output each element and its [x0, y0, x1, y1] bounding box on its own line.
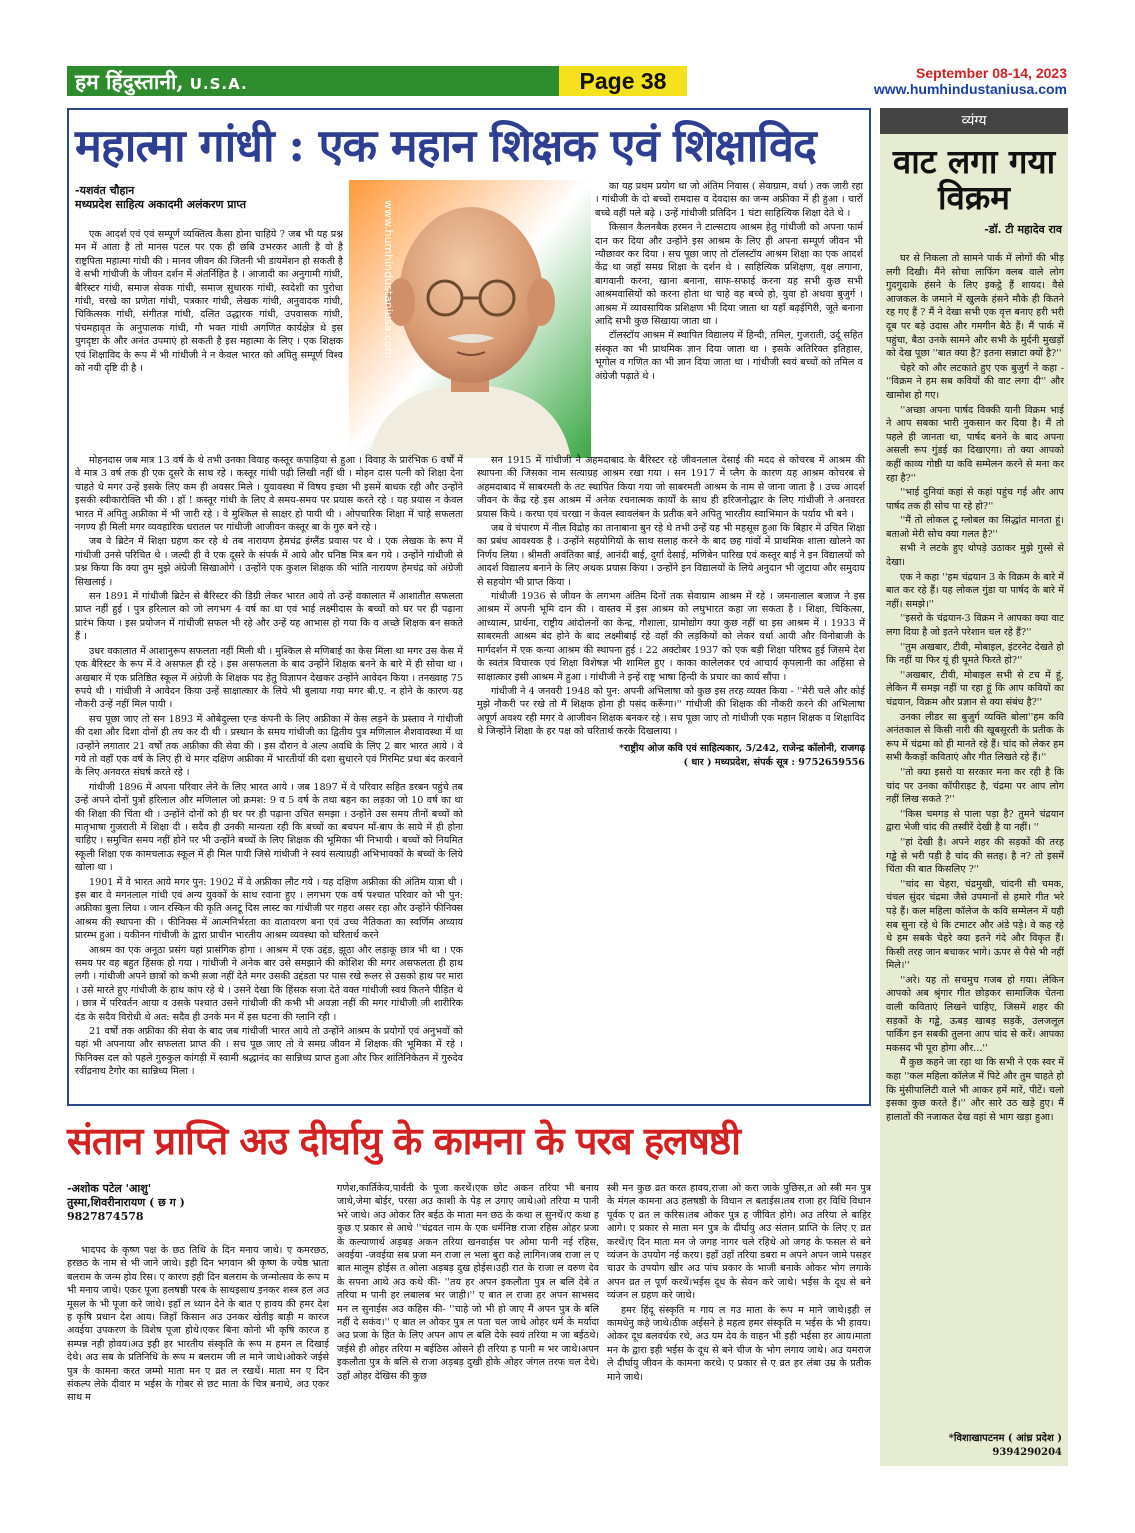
article-footer-contact: ( धार ) मध्यप्रदेश, संपर्क सूत्र : 9752659556	[683, 756, 865, 768]
paragraph: भादपद के कृष्ण पक्ष के छठ तिथि के दिन मनाय जाथे। ए कमरछठ, हरछठ के नाम से भी जाने जाथे। इही दिन भगवान श्री कृष्ण के ज्येष्ठ भ्राता बलराम के जन्म होय रिस। ए कारण इही दिन बलराम के जन्मोत्सव के रूप म भी मनाय जाथे। एकर पूजा हलषष्ठी परब के साथइसाथ इनकर शस्त्र हल अउ मूसल के भी पूजा करे जाथे। इहाँ ल ध्यान देने के बात ए हावय की हमर देश ह कृषि प्रधान देश आय। जिहाँ किसान अउ उनकर खेतीइ बाड़ी म कारज अवईया उपकरण के विशेष पूजा होथे।एकर बिना कोनो भी कृषि कारज ह सम्पन्न नही होवय।अउ इही हर भारतीय संस्कृति के रूप म हमन ल दिखाई देथे। अउ सब के प्रतिनिधि के रूप म बलराम जी ल माने जाथे।ओकरे जईसे पुत्र के कामना करत जम्मो माता मन ए व्रत ल रखथें। माता मन ए दिन संकल्प लेके दीवार म भईस के गोबर से छट माता के चित्र बनाथे, अउ एकर साथ म	[67, 1245, 329, 1404]
issue-date: September 08-14, 2023	[916, 65, 1067, 81]
paragraph: उनका लीडर सा बुजुर्ग व्यक्ति बोला''हम कवि अनंतकाल से किसी नारी की खूबसूरती के प्रतीक के रूप में चंद्रमा को ही मानते रहे हैं। चांद को लेकर हम सभी कैकड़ों कविताएं और गीत लिखते रहे हैं।''	[886, 711, 1064, 764]
page-number: Page 38	[559, 66, 687, 96]
website-link[interactable]: www.humhindustaniusa.com	[873, 81, 1067, 97]
article-column-2	[595, 180, 863, 450]
paragraph: मैं कुछ कहने जा रहा था कि सभी ने एक स्वर में कहा ''कल महिला कॉलेज में पिटे और तुम चाहते हो कि मुंसीपालिटी वाले भी आकर हमें मारें, पीटें। चलो इसका कुछ करते हैं।'' और सारे उठ खड़े हुए। मैं हालातों की नजाकत देख वहां से भाग खड़ा हुआ।	[886, 1057, 1064, 1123]
gandhi-portrait-image	[349, 180, 591, 458]
article-headline: महात्मा गांधी : एक महान शिक्षक एवं शिक्षाविद	[75, 119, 816, 172]
paragraph: गणेश,कार्तिकेय,पार्वती के पूजा करथें।एक छोट अकन तरिया भी बनाय जाथे,जेमा बोईर, परसा अउ काशी के पेड़ ल उगाए जाथे।ओ तरिया म पानी भरे जाथे। अउ ओकर तिर बईठ के माता मन छठ के कथा ल सुनथें।ए कथा ह कुछ ए प्रकार से आथे ''चंद्रवत नाम के एक धर्मनिष्ठ राजा रहिस ओहर प्रजा के कल्याणार्थ अड़बड़ अकन तरिया खनवाईस पर ओमा पानी नई रहिस, अवईया -जवईया सब प्रजा मन राजा ल भला बुरा कहे लागिन।जब राजा ल ए बात मालूम होईस त ओला अड़बड़ दुख होईस।उही रात के राजा ल वरुण देव के सपना आथे अउ कथे की- ''तय हर अपन इकलौता पुत्र ल बलि देबे त तरिया म पानी हर लबालब भर जाही।'' ए बात ल राजा हर अपन साभसद मन ल सुनाईस अउ कहिस की- ''चाहे जो भी हो जाए मैं अपन पुत्र के बलि नहीं दे सकंव।'' ए बात ल ओकर पुत्र ल पता चल जाथे ओहर धर्म के मर्यादा अउ प्रजा के हित के लिए अपन आप ल बलि देके स्वयं तरिया म जा बईठथे। जईसे ही ओहर तरिया म बईठिस ओसने ही तरिया ह पानी म भर जाथे।अपन इकलौता पुत्र के बलि से राजा अड़बड़ दुखी होके ओहर जंगल तरफ चल देथे। उहाँ ओहर देखिस की कुछ	[337, 1183, 599, 1382]
paragraph: टॉलस्टॉय आश्रम में स्थापित विद्यालय में हिन्दी, तमिल, गुजराती, उर्दू सहित संस्कृत का भी प्राथमिक ज्ञान दिया जाता था । इसके अतिरिक्त इतिहास, भूगोल व गणित का भी ज्ञान दिया जाता था । गांधीजी स्वयं बच्चों को तमिल व अंग्रेजी पढ़ाते थे ।	[595, 330, 863, 382]
satire-column	[880, 108, 1068, 1466]
brand-suffix: U.S.A.	[189, 75, 248, 93]
satire-footer	[949, 1432, 1062, 1460]
author-note: मध्यप्रदेश साहित्य अकादमी अलंकरण प्राप्त	[75, 198, 247, 211]
author-place: तुस्मा,शिवरीनारायण ( छ ग )	[67, 1196, 185, 1209]
brand-hindi: हम हिंदुस्तानी,	[75, 69, 184, 94]
section-tag: व्यंग्य	[880, 108, 1068, 134]
satire-body	[886, 252, 1064, 1432]
paragraph: स्त्री मन कुछ व्रत करत हावय,राजा ओ करा जाके पुछिस,त ओ स्त्री मन पुत्र के मंगल कामना अउ हलषष्ठी के विधान ल बताईस।तब राजा हर विधि विधान पूर्वक ए व्रत ल करिस।तब ओकर पुत्र ह जीवित होगे। अउ तरिया ले बाहिर आगे। ए प्रकार से माता मन पुत्र के दीर्घायु अउ संतान प्राप्ति के लिए ए व्रत करथें।ए दिन माता मन जे जगह नागर चले रहिथे ओ जगह के फसल से बने व्यंजन के उपयोग नई करय। इहाँ उहाँ तरिया डबरा म अपने अपन जामे पसहर चाउर के उपयोग खीर अउ पांच प्रकार के भाजी बनाके ओकर भोग लगाके अपन व्रत ल पूर्ण करथें।भईस दूध के सेवन करे जाथे। भईस के दूध से बने व्यंजन ल ग्रहण करे जाथे।	[607, 1183, 871, 1302]
paragraph: ''हां देखी है। अपने शहर की सड़कों की तरह गड्ढे से भरी पड़ी है चांद की सतह। है न? तो इसमें चिंता की बात किसलिए ?''	[886, 836, 1064, 876]
masthead	[67, 66, 687, 96]
paragraph: ''तो क्या इसरो या सरकार मना कर रही है कि चांद पर उनका कॉपीराइट है, चंद्रमा पर आप लोग नहीं लिख सकते ?''	[886, 766, 1064, 806]
paragraph: उधर वकालात में आशानुरूप सफलता नहीं मिली थी । मुश्किल से मणिबाई का केस मिला था मगर उस केस में एक बैरिस्टर के रूप में वे असफल ही रहे । इस असफलता के बाद उन्होंने शिक्षक बनने के बारे में ही सोचा था ।अखबार में एक प्रतिष्ठित स्कूल में अंग्रेजी के शिक्षक पद हेतु विज्ञापन देखकर उन्होंने आवेदन किया । तनख्वाह 75 रुपये थी । गांधीजी ने आवेदन किया उन्हें साक्षात्कार के लिये भी बुलाया गया मगर बी.ए. न होने के कारण यह नौकरी उन्हें नहीं मिल पायी ।	[75, 645, 463, 711]
paragraph: हमर हिंदू संस्कृति म गाय ल गउ माता के रूप म माने जाथे।इही ल कामधेनु कहे जाथे।ठीक अईसने हे महत्व हमर संस्कृति म भईस के भी हावय।ओकर दूध बलवर्धक रथे, अउ यम देव के वाहन भी इही भईसा हर आय।माता मन के द्वारा इही भईस के दूध से बने चीज के भोग लगाय जाथे। अउ यमराज ले दीर्घायु जीवन के कामना करथे। ए प्रकार से ए व्रत हर लंबा उम्र के प्रतीक माने जाथे।	[607, 1304, 871, 1383]
paragraph: ''अच्छा अपना पार्षद विक्की यानी विक्रम भाई ने आप सबका भारी नुकसान कर दिया है। मैं तो पहले ही जानता था, पार्षद बनने के बाद अपना असली रूप गुंडई का दिखाएगा। तो क्या आपको कहीं काव्य गोष्ठी या कवि सम्मेलन करने से मना कर रहा है?''	[886, 404, 1064, 484]
paragraph: ''मैं तो लोकल टू ग्लोबल का सिद्धांत मानता हूं। बताओ मेरी सोच क्या गलत है?''	[886, 515, 1064, 540]
paragraph: सन 1915 में गांधीजी ने अहमदाबाद के बैरिस्टर रहे जीवनलाल देसाई की मदद से कोचरब में आश्रम की स्थापना की जिसका नाम सत्याग्रह आश्रम रखा गया । सन 1917 में प्लैग के कारण यह आश्रम कोचरब से अहमदाबाद में साबरमती के तट स्थापित किया गया जो साबरमती आश्रम के नाम से जाना जाता है । उच्च आदर्श जीवन के केंद्र रहे इस आश्रम में अनेक रचनात्मक कार्यों के साथ ही हरिजनोद्धार के लिए गांधीजी ने अनवरत प्रयास किये । करघा एवं चरखा न केवल स्वावलंबन के प्रतीक बने अपितु भारतीय स्वाभिमान के पर्याय भी बने ।	[477, 455, 865, 520]
author-name: -यशवंत चौहान	[75, 184, 135, 197]
paragraph: ''भाई दुनियां कहां से कहां पहुंच गई और आप पार्षद तक ही सोच पा रहे हो?''	[886, 487, 1064, 512]
paragraph: किसान कैलनबैक हरमन ने टाल्सटाय आश्रम हेतु गांधीजी को अपना फार्म दान कर दिया और उन्होंने इस आश्रम के लिए ही अपना सम्पूर्ण जीवन भी न्यौछावर कर दिया । सच पूछा जाए तो टॉलस्टॉय आश्रम शिक्षा का एक आदर्श केंद्र था जहाँ समग्र शिक्षा के दर्शन थे । साहित्यिक प्रशिक्षण, वृक्ष लगाना, बागवानी करना, खाना बनाना, साफ-सफाई करना यह सभी कुछ सभी आश्रमवासियों को करना होता था चाहे वह बच्चे हो, युवा हो अथवा बुजुर्ग । आश्रम में व्यावसायिक प्रशिक्षण भी दिया जाता था यहाँ बढ़ईगिरी, जूते बनाना आदि सभी कुछ सिखाया जाता था ।	[595, 222, 863, 328]
satire-city: *विशाखापटनम ( आंध्र प्रदेश )	[948, 1433, 1062, 1444]
paragraph: 21 वर्षों तक अफ्रीका की सेवा के बाद जब गांधीजी भारत आये तो उन्होंने आश्रम के प्रयोगों एवं अनुभवों को यहां भी अपनाया और सफलता प्राप्त की । सच पूछ जाए तो वे समग्र जीवन में शिक्षक की भूमिका में रहे । फिनिक्स दल को पहले गुरुकुल कांगड़ी में स्वामी श्रद्धानंद का सान्निध्य प्राप्त हुआ और फिर शांतिनिकेतन में गुरुदेव रवींद्रनाथ टैगोर का सान्निध्य मिला ।	[75, 1026, 463, 1078]
article-byline	[75, 184, 246, 212]
paragraph: घर से निकला तो सामने पार्क में लोगों की भीड़ लगी दिखी। मैंने सोचा लाफिंग क्लब वाले लोग गुदगुदाके हंसने के लिए इकट्ठे हैं शायद। वैसे आजकल के जमाने में खुलके हंसने मौके ही कितने रह गए हैं ? मैं ने देखा सभी एक वृत्त बनाए हरी भरी दूब पर बड़े उदास और गमगीन बैठे हैं। मैं पार्क में पहुंचा, बैठा उनके सामने और सभी के मुर्दनी मुखड़ों को देख पूछा ''बात क्या है? इतना सन्नाटा क्यों है?''	[886, 253, 1064, 360]
satire-author: -डॉ. टी महादेव राव	[984, 223, 1062, 236]
halshashti-column-2	[337, 1182, 599, 1468]
paragraph: चेहरे को और लटकाते हुए एक बुजुर्ग ने कहा - ''विक्रम ने हम सब कवियों की वाट लगा दी'' और खामोश हो गए।	[886, 362, 1064, 401]
article-body	[75, 454, 865, 1104]
paragraph: 1901 में वे भारत आये मगर पुन: 1902 में वे अफ्रीका लौट गये । यह दक्षिण अफ्रीका की अंतिम यात्रा थी । इस बार वे मगनलाल गांधी एवं अन्य युवकों के साथ रवाना हुए । लगभग एक वर्ष पश्चात परिवार को भी पुन: अफ्रीका बुला लिया । जान रस्किन की कृति अनटू दिस लास्ट का गांधीजी पर गहरा असर रहा और उन्होंने फीनिक्स आश्रम की स्थापना की । फीनिक्स में आत्मनिर्भरता का वातावरण बना एवं उच्च नैतिकता का स्वर्णिम अध्याय प्रारम्भ हुआ । यकीनन गांधीजी के द्वारा प्राचीन भारतीय आश्रम व्यवस्था को चरितार्थ करने	[75, 876, 463, 942]
paragraph: ''अरे। यह तो सचमुच गजब हो गया। लेकिन आपको अब श्रृंगार गीत छोड़कर सामाजिक चेतना वाली कविताएं लिखने चाहिए, जिसमें शहर की सड़कों के गड्ढे, ऊबड़ खाबड़ सड़कें, उलजलूल पार्किंग इन सबकी तुलना आप चांद से करें। आपका मकसद भी पूरा होगा और...''	[886, 974, 1064, 1054]
paragraph: सन 1891 में गांधीजी ब्रिटेन से बैरिस्टर की डिग्री लेकर भारत आये तो उन्हें वकालात में आशातीत सफलता प्राप्त नहीं हुई । पुत्र हरिलाल को जो लगभग 4 वर्ष का था एवं भाई लक्ष्मीदास के बच्चों को घर पर ही पढ़ाना प्रारंभ किया । इस प्रयोजन में गांधीजी सफल भी रहे और उन्हें यह आभास हो गया कि व अच्छे शिक्षक बन सकते हैं ।	[75, 591, 463, 643]
paragraph: ''अखबार, टीवी, मोबाइल सभी से टच में हूं, लेकिन मैं समझ नहीं पा रहा हूं कि आप कवियों का चंद्रयान, विक्रम और प्रज्ञान से क्या संबंध है?''	[886, 669, 1064, 708]
article-footer: *राष्ट्रीय ओज कवि एवं साहित्यकार, 5/242, राजेन्द्र कॉलोनी, राजगढ़	[618, 742, 865, 754]
halshashti-byline	[67, 1182, 185, 1224]
paragraph: जब वे ब्रिटेन में शिक्षा ग्रहण कर रहे थे तब नारायण हेमचंद्र इंग्लैंड प्रवास पर थे । एक लेखक के रूप में गांधीजी उनसे परिचित थे । जल्दी ही वे एक दूसरे के संपर्क में आये और घनिष्ठ मित्र बन गये । उन्होंने गांधीजी से प्रश्न किया कि क्या तुम मुझे अंग्रेजी सिखाओगे । उन्होंने एक कुशल शिक्षक की भांति नारायण हेमचंद्र को अंग्रेजी सिखलाई ।	[75, 536, 463, 588]
paragraph: ''इसरो के चंद्रयान-3 विक्रम ने आपका क्या वाट लगा दिया है जो इतने परेशान चल रहे हैं?''	[886, 613, 1064, 639]
gandhi-article	[67, 108, 871, 1106]
image-watermark: www.humhindustaniusa.com	[382, 200, 395, 359]
paragraph: सच पूछा जाए तो सन 1893 में ओबेदुल्ला एन्ड कंपनी के लिए अफ्रीका में केस लड़ने के प्रस्ताव ने गांधीजी की दशा और दिशा दोनों ही तय कर दी थी । प्रस्थान के समय गांधीजी का द्वितीय पुत्र मणिलाल शैशवावस्था में था ।उन्होंने लगातार 21 वर्षों तक अफ्रीका की सेवा की । इस दौरान वे अल्प अवधि के लिए 2 बार भारत आये । वे गये तो वहाँ एक वर्ष के लिए ही थे मगर दक्षिण अफ्रीका में भारतीयों की दशा सुधारने एवं गिरमिट प्रथा बंद करवाने के लिए अनवरत संघर्ष करते रहे ।	[75, 713, 463, 779]
satire-phone: 9394290204	[992, 1447, 1062, 1458]
halshashti-headline: संतान प्राप्ति अउ दीर्घायु के कामना के परब हलषष्ठी	[67, 1118, 741, 1163]
paragraph: गांधीजी 1936 से जीवन के लगभग अंतिम दिनों तक सेवाग्राम आश्रम में रहे । जमनालाल बजाज ने इस आश्रम में अपनी भूमि दान की । वास्तव में इस आश्रम को लघुभारत कहा जा सकता है । शिक्षा, चिकित्सा, आध्यात्म, प्रार्थना, राष्ट्रीय आंदोलनों का केन्द्र, गौशाला, ग्रामोद्योग क्या कुछ नहीं था इस आश्रम में । 1933 में साबरमती आश्रम बंद होने के बाद लक्ष्मीबाई रहे वहाँ की लड़कियों को लेकर वर्धा आयी और विनोबाजी के मार्गदर्शन में एक कन्या आश्रम की स्थापना हुई । 22 अक्टोबर 1937 को एक बड़ी शिक्षा परिषद हुई जिसमे देश के स्वतंत्र विचारक एवं शिक्षा विशेषज्ञ भी शामिल हुए । काका कालेलकर एवं आचार्य कृपलानी का अहिंसा से साक्षात्कार इसी आश्रम में हुआ । गांधीजी ने इन्हें राष्ट्र भाषा हिन्दी के प्रचार का कार्य सौंपा ।	[477, 591, 865, 683]
paragraph: ''चांद सा चेहरा, चंद्रमुखी, चांदनी सी चमक, चंचल सुंदर चंद्रमा जैसे उपमानों से हमारे गीत भरे पड़े हैं। कल महिला कॉलेज के कवि सम्मेलन में यही सब सुना रहे थे कि टमाटर और अंडे पड़े। वे कह रहे थे हम सबके चेहरे क्या इतने गंदे और विकृत हैं। किसी तरह जान बचाकर भागे। ऊपर से पैसे भी नहीं मिले।''	[886, 878, 1064, 972]
satire-headline: वाट लगा गया विक्रम	[892, 142, 1056, 217]
paragraph: का यह प्रथम प्रयोग था जो अंतिम निवास ( सेवाग्राम, वर्धा ) तक जारी रहा । गांधीजी के दो बच्चों रामदास व देवदास का जन्म अफ्रीका में ही हुआ । चारों बच्चे वहीं पले बढ़े । उन्हें गांधीजी प्रतिदिन 1 घंटा साहित्यिक शिक्षा देते थे ।	[595, 181, 863, 219]
halshashti-column-1	[67, 1244, 329, 1468]
brand-name	[75, 68, 248, 96]
author-phone: 9827874578	[67, 1210, 144, 1223]
paragraph: आश्रम का एक अनूठा प्रसंग यहां प्रासंगिक होगा । आश्रम में एक उद्दंड, झूठा और लड़ाकू छात्र भी था । एक समय पर वह बहुत हिंसक हो गया । गांधीजी ने अनेक बार उसे समझाने की कोशिश की मगर असफलता ही हाथ लगी । गांधीजी अपने छात्रों को कभी सजा नहीं देते मगर उसकी उद्दंडता पर पास रखे रूलर से उसको हाथ पर मारा । उसे मारते हुए गांधीजी के हाथ कांप रहे थे । उसने देखा कि हिंसक सजा देते वक्त गांधीजी स्वयं कितने पीड़ित थे । छात्र में परिवर्तन आया व उसके पश्चात उसने गांधीजी की कभी भी अवज्ञा नहीं की मगर गांधीजी जी शारीरिक दंड के सदैव विरोधी थे अत: सदैव ही उनके मन में इस घटना की ग्लानि रही ।	[75, 944, 463, 1023]
paragraph: गांधीजी ने 4 जनवरी 1948 को पुन: अपनी अभिलाषा को कुछ इस तरह व्यक्त किया - ''मेरी चले और कोई मुझे नौकरी पर रखे तो मैं शिक्षक होना ही पसंद करूँगा।'' गांधीजी की शिक्षक की नौकरी करने की अभिलाषा अपूर्ण अवश्य रही मगर वे आजीवन शिक्षक बनकर रहे । सच पूछा जाए तो गांधीजी एक महान शिक्षक व शिक्षाविद थे जिन्होंने शिक्षा के हर पक्ष को चरितार्थ करके दिखलाया ।	[477, 685, 865, 738]
paragraph: जब वे चंपारण में नील विद्रोह का तानाबाना बुन रहे थे तभी उन्हें यह भी महसूस हुआ कि बिहार में उचित शिक्षा का प्रबंध आवश्यक है । उन्होंने सहयोगियों के साथ सलाह करने के बाद छह गांवों में प्राथमिक शाला खोलने का निर्णय लिया । श्रीमती अवंतिका बाई, आनंदी बाई, दुर्गा देसाई, मणिबेन पारिख एवं कस्तूर बाई ने इन विद्यालयों को आदर्श विद्यालय बनाने के लिए अथक प्रयास किया । उन्होंने इन विद्यालयों के लिये अनुदान भी जुटाया और समुदाय से सहयोग भी प्राप्त किया ।	[477, 523, 865, 588]
paragraph: सभी ने लटके हुए थोपड़े उठाकर मुझे गुस्से से देखा।	[886, 543, 1064, 569]
halshashti-column-3	[607, 1182, 871, 1468]
article-column-1	[75, 228, 343, 450]
paragraph: एक ने कहा ''हम चंद्रयान 3 के विक्रम के बारे में बात कर रहे हैं। यह लोकल गुंडा या पार्षद के बारे में नहीं। समझे।''	[886, 571, 1064, 610]
author-name: -अशोक पटेल 'आशु'	[67, 1182, 152, 1195]
paragraph: ''किस चमगड़ से पाला पड़ा है? तुमने चंद्रयान द्वारा भेजी चांद की तस्वीरें देखी है या नहीं। ''	[886, 808, 1064, 834]
paragraph: मोहनदास जब मात्र 13 वर्ष के थे तभी उनका विवाह कस्तूर कपाड़िया से हुआ । विवाह के प्रारंभिक 6 वर्षों में वे मात्र 3 वर्ष तक ही एक दूसरे के साथ रहे । कस्तूर गांधी पढ़ी लिखी नहीं थी । मोहन दास पत्नी को शिक्षा देना चाहते थे मगर उन्हें इसके लिए कम ही अवसर मिले । युवावस्था में विषय इच्छा भी इसमें बाधक रही और उन्होंने इसकी स्वीकारोक्ति भी की । हाँ ! कस्तूर गांधी के लिए वे समय-समय पर प्रयास करते रहे । यह प्रयास न केवल भारत में अपितु अफ्रीका में भी जारी रहे । वे मुश्किल से साक्षर हो पायी थी । ओपचारिक शिक्षा में चाहे सफलता नगण्य ही मिली मगर व्यवहारिक धरातल पर गांधीजी आजीवन कस्तूर बा के गुरु बने रहे ।	[75, 455, 463, 534]
paragraph: ''तुम अखबार, टीवी, मोबाइल, इंटरनेट देखते हो कि नहीं या फिर यूं ही घूमते फिरते हो?''	[886, 641, 1064, 667]
paragraph: गांधीजी 1896 में अपना परिवार लेने के लिए भारत आये । जब 1897 में वे परिवार सहित डरबन पहुंचे तब उन्हें अपने दोनों पुत्रों हरिलाल और मणिलाल जो क्रमश: 9 व 5 वर्ष के तथा बहन का लड़का जो 10 वर्ष का था की शिक्षा की चिंता थी । उन्होंने दोनों को ही घर पर ही पढ़ाना उचित समझा । उन्होंने उस समय तीनों बच्चों को मातृभाषा गुजराती में शिक्षा दी । सदैव ही उनकी मान्यता रही कि बच्चों का बचपन माँ-बाप के साये में ही होना चाहिए । समुचित समय नहीं होने पर भी उन्होंने बच्चों के लिए शिक्षक की भूमिका भी निभायी । बच्चों को नियमित स्कूली शिक्षा एक कामचलाऊ स्कूल में ही मिल पायी जिसे गांधीजी ने स्वयं सत्याग्रही अभिभावकों के बच्चों के लिये खोला था ।	[75, 781, 463, 874]
paragraph: एक आदर्श एवं एवं सम्पूर्ण व्यक्तित्व कैसा होना चाहिये ? जब भी यह प्रश्न मन में आता है तो मानस पटल पर एक ही छबि उभरकर आती है वो है राष्ट्रपिता महात्मा गांधी की । मानव जीवन की जितनी भी डायमेंशन हो सकती है वे सभी गांधीजी के जीवन दर्शन में अंतर्निहित है । आजादी का अनुगामी गांधी, बैरिस्टर गांधी, समाज सेवक गांधी, समाज सुधारक गांधी, स्वदेशी का पुरोधा गांधी, चरखे का प्रणेता गांधी, पत्रकार गांधी, लेखक गांधी, अनुवादक गांधी, चिकित्सक गांधी, संगीतज्ञ गांधी, दलित उद्धारक गांधी, उपवासक गांधी, पंचमहावृत के अनुपालक गांधी, गौ भक्त गांधी अगणित कार्यक्षेत्र थे इस युगदृष्टा के और अनंत उपमाएं हो सकती है इस महात्मा के लिए । एक शिक्षक एवं शिक्षाविद के रूप में भी गांधीजी ने न केवल भारत को अपितु सम्पूर्ण विश्व को नयी दृष्टि दी है ।	[75, 229, 343, 375]
